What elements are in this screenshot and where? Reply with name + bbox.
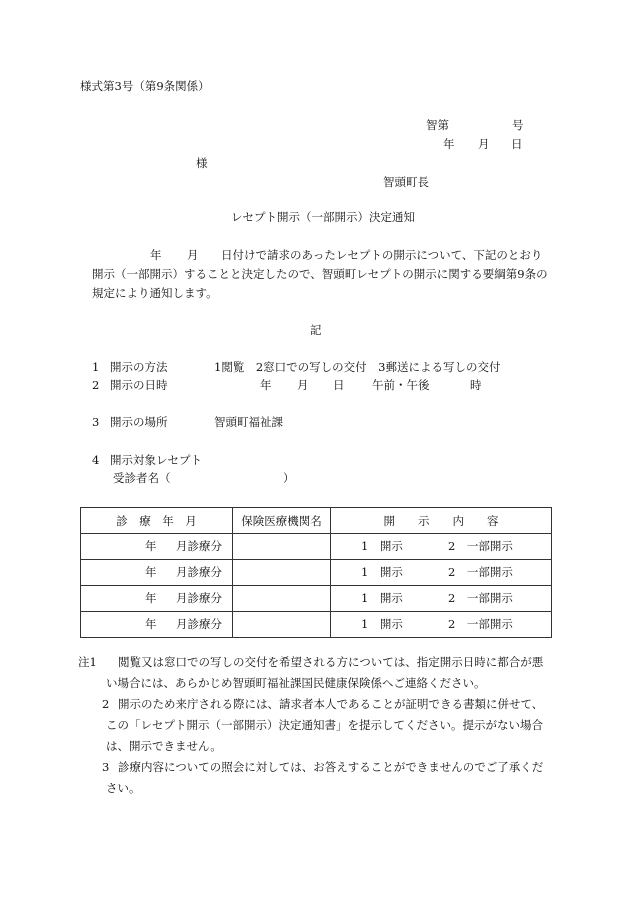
cell-month: 月診療分 (176, 617, 222, 631)
item1-label: 開示の方法 (110, 360, 168, 374)
institution-cell (233, 534, 331, 560)
institution-cell (233, 612, 331, 638)
item4-number: 4 (92, 453, 100, 467)
body-month: 月 (187, 248, 199, 262)
cell-month: 月診療分 (176, 539, 222, 553)
option-partial-disclose: 2 一部開示 (448, 539, 513, 553)
item3-number: 3 (92, 415, 100, 429)
cell-year: 年 (145, 539, 157, 553)
date-month: 月 (478, 137, 490, 151)
ki-heading: 記 (310, 323, 322, 337)
note2-line2: この「レセプト開示（一部開示）決定通知書」を提示してください。提示がない場合 (106, 718, 543, 732)
date-day: 日 (511, 137, 523, 151)
note1-line1: 閲覧又は窓口での写しの交付を希望される方については、指定開示日時に都合が悪 (118, 655, 544, 669)
item2-month: 月 (297, 378, 309, 392)
note1-label: 注1 (78, 655, 97, 669)
item1-options: 1閲覧 2窓口での写しの交付 3郵送による写しの交付 (214, 360, 501, 374)
body-line2: 開示（一部開示）することと決定したので、智頭町レセプトの開示に関する要綱第9条の (92, 267, 548, 281)
table-row (81, 586, 552, 612)
header-disclosure-content: 開 示 内 容 (331, 508, 552, 534)
item2-hour: 時 (470, 378, 482, 392)
disclosure-cell (331, 534, 552, 560)
treatment-month-cell (81, 560, 233, 586)
addressee-suffix: 様 (196, 156, 208, 170)
header-treatment-month: 診 療 年 月 (81, 508, 233, 534)
note3-line2: さい。 (106, 781, 141, 795)
option-disclose: 1 開示 (361, 565, 403, 579)
date-year: 年 (443, 137, 455, 151)
disclosure-cell (331, 586, 552, 612)
cell-month: 月診療分 (176, 565, 222, 579)
treatment-month-cell (81, 534, 233, 560)
note2-label: 2 (102, 697, 110, 711)
option-partial-disclose: 2 一部開示 (448, 617, 513, 631)
cell-year: 年 (145, 591, 157, 605)
item2-year: 年 (260, 378, 272, 392)
institution-cell (233, 560, 331, 586)
item3-label: 開示の場所 (110, 415, 168, 429)
note2-line3: は、開示できません。 (106, 739, 222, 753)
table-row (81, 560, 552, 586)
note2-line1: 開示のため来庁される際には、請求者本人であることが証明できる書類に併せて、 (118, 697, 544, 711)
doc-number-suffix: 号 (512, 118, 524, 132)
item2-day: 日 (333, 378, 345, 392)
patient-name-close: ） (283, 471, 295, 485)
form-number: 様式第3号（第9条関係） (80, 79, 210, 93)
body-line1: 日付けで請求のあったレセプトの開示について、下記のとおり (221, 248, 543, 262)
cell-year: 年 (145, 565, 157, 579)
cell-month: 月診療分 (176, 591, 222, 605)
document-title: レセプト開示（一部開示）決定通知 (231, 210, 415, 224)
body-year: 年 (150, 248, 162, 262)
doc-number-prefix: 智第 (426, 118, 449, 132)
body-line3: 規定により通知します。 (92, 286, 218, 300)
item3-value: 智頭町福祉課 (214, 415, 283, 429)
disclosure-cell (331, 612, 552, 638)
cell-year: 年 (145, 617, 157, 631)
disclosure-cell (331, 560, 552, 586)
option-disclose: 1 開示 (361, 591, 403, 605)
note3-label: 3 (102, 760, 110, 774)
option-disclose: 1 開示 (361, 617, 403, 631)
table-header-row (81, 508, 552, 534)
treatment-month-cell (81, 612, 233, 638)
note3-line1: 診療内容についての照会に対しては、お答えすることができませんのでご了承くだ (118, 760, 544, 774)
table-row (81, 612, 552, 638)
header-institution: 保険医療機関名 (233, 508, 331, 534)
table-row (81, 534, 552, 560)
disclosure-table (80, 507, 552, 638)
item1-number: 1 (92, 360, 100, 374)
patient-name-open: 受診者名（ (113, 471, 171, 485)
option-disclose: 1 開示 (361, 539, 403, 553)
item2-label: 開示の日時 (110, 378, 168, 392)
item2-number: 2 (92, 378, 100, 392)
item2-ampm: 午前・午後 (372, 378, 430, 392)
issuer: 智頭町長 (383, 175, 429, 189)
note1-line2: い場合には、あらかじめ智頭町福祉課国民健康保険係へご連絡ください。 (106, 676, 486, 690)
option-partial-disclose: 2 一部開示 (448, 591, 513, 605)
institution-cell (233, 586, 331, 612)
treatment-month-cell (81, 586, 233, 612)
item4-label: 開示対象レセプト (110, 453, 202, 467)
option-partial-disclose: 2 一部開示 (448, 565, 513, 579)
